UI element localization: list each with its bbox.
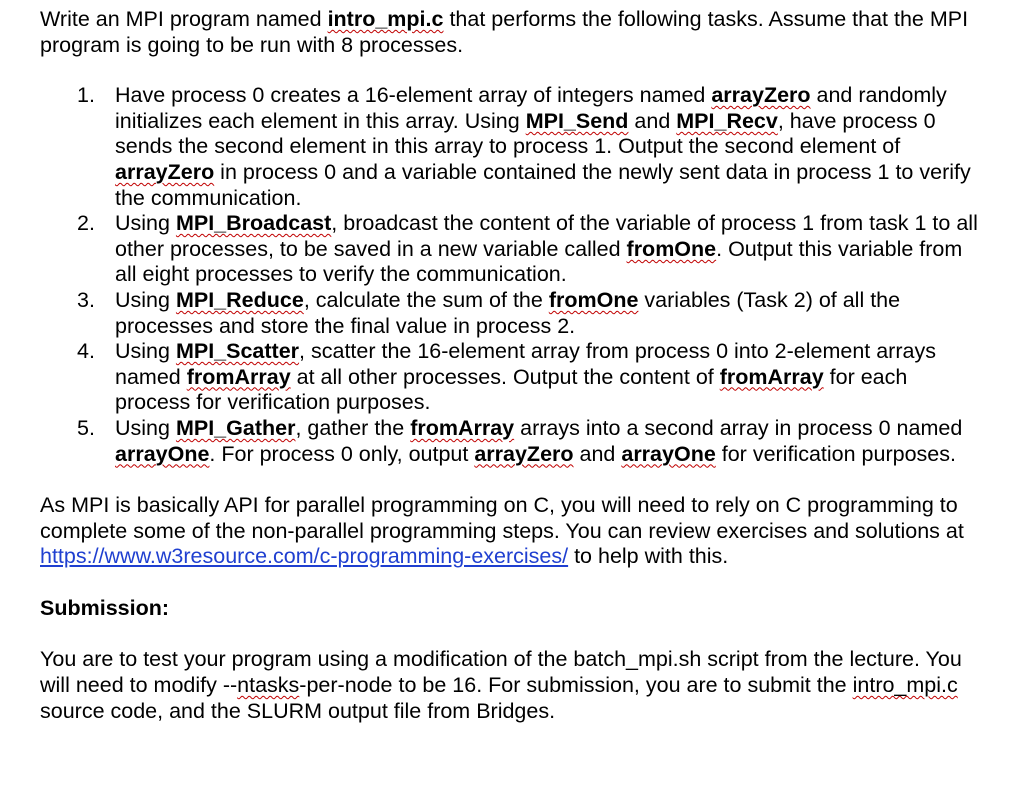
term-fromone: fromOne xyxy=(548,287,639,312)
term-fromarray: fromArray xyxy=(186,364,291,389)
task-number: 2. xyxy=(77,211,95,236)
task-number: 5. xyxy=(77,415,95,440)
term-arrayone: arrayOne xyxy=(621,441,716,466)
task-number: 4. xyxy=(77,339,95,364)
term-fromarray: fromArray xyxy=(719,364,824,389)
term-arrayzero: arrayZero xyxy=(711,83,811,108)
term-mpi-gather: MPI_Gather xyxy=(175,415,296,440)
submission-heading: Submission: xyxy=(40,595,170,620)
term-arrayzero: arrayZero xyxy=(115,159,215,184)
task-number: 3. xyxy=(77,287,95,312)
mpi-api-paragraph: As MPI is basically API for parallel programming on C, you will need to rely on C programming to complete some of the non-parallel programming steps. You can review exercises and solutions at https://www.w3resource.com/c-programming-exercises/ to help with this. xyxy=(40,493,964,569)
filename-intro-mpi: intro_mpi.c xyxy=(327,7,444,31)
term-mpi-reduce: MPI_Reduce xyxy=(175,287,304,312)
task-list xyxy=(40,83,984,467)
task-item-3: 3. Using MPI_Reduce, calculate the sum of the fromOne variables (Task 2) of all the processes and store the final value in process 2. xyxy=(77,287,901,338)
term-mpi-send: MPI_Send xyxy=(525,108,629,133)
term-arrayone: arrayOne xyxy=(115,441,210,466)
term-arrayzero: arrayZero xyxy=(474,441,574,466)
task-item-2: 2. Using MPI_Broadcast, broadcast the content of the variable of process 1 from task 1 to all other processes, to be saved in a new variable called fromOne. Output this variable from all eight processes to verify the communication. xyxy=(77,211,978,287)
term-mpi-broadcast: MPI_Broadcast xyxy=(175,211,332,236)
term-fromone: fromOne xyxy=(626,236,717,261)
term-fromarray: fromArray xyxy=(410,415,515,440)
filename-intro-mpi: intro_mpi.c xyxy=(852,673,958,698)
submission-paragraph: You are to test your program using a modification of the batch_mpi.sh script from the lecture. You will need to modify --ntasks-per-node to be 16. For submission, you are to submit the intro_mpi.c source code, and the SLURM output file from Bridges. xyxy=(40,647,962,723)
task-item-4: 4. Using MPI_Scatter, scatter the 16-element array from process 0 into 2-element arrays named fromArray at all other processes. Output the content of fromArray for each process for verification purposes. xyxy=(77,339,936,415)
term-mpi-recv: MPI_Recv xyxy=(676,108,778,133)
term-ntasks: ntasks xyxy=(237,673,300,698)
term-mpi-scatter: MPI_Scatter xyxy=(175,339,300,364)
task-item-1: 1. Have process 0 creates a 16-element array of integers named arrayZero and randomly initializes each element in this array. Using MPI_Send and MPI_Recv, have process 0 sends the second element in this array to process 1. Output the second element of arrayZero in process 0 and a variable contained the newly sent data in process 1 to verify the communication. xyxy=(77,83,971,210)
intro-paragraph: Write an MPI program named intro_mpi.c that performs the following tasks. Assume that the MPI program is going to be run with 8 processes. xyxy=(40,7,969,57)
task-number: 1. xyxy=(77,83,95,108)
task-item-5: 5. Using MPI_Gather, gather the fromArray arrays into a second array in process 0 named arrayOne. For process 0 only, output arrayZero and arrayOne for verification purposes. xyxy=(77,415,963,466)
w3resource-link[interactable]: https://www.w3resource.com/c-programming-exercises/ xyxy=(40,544,569,569)
